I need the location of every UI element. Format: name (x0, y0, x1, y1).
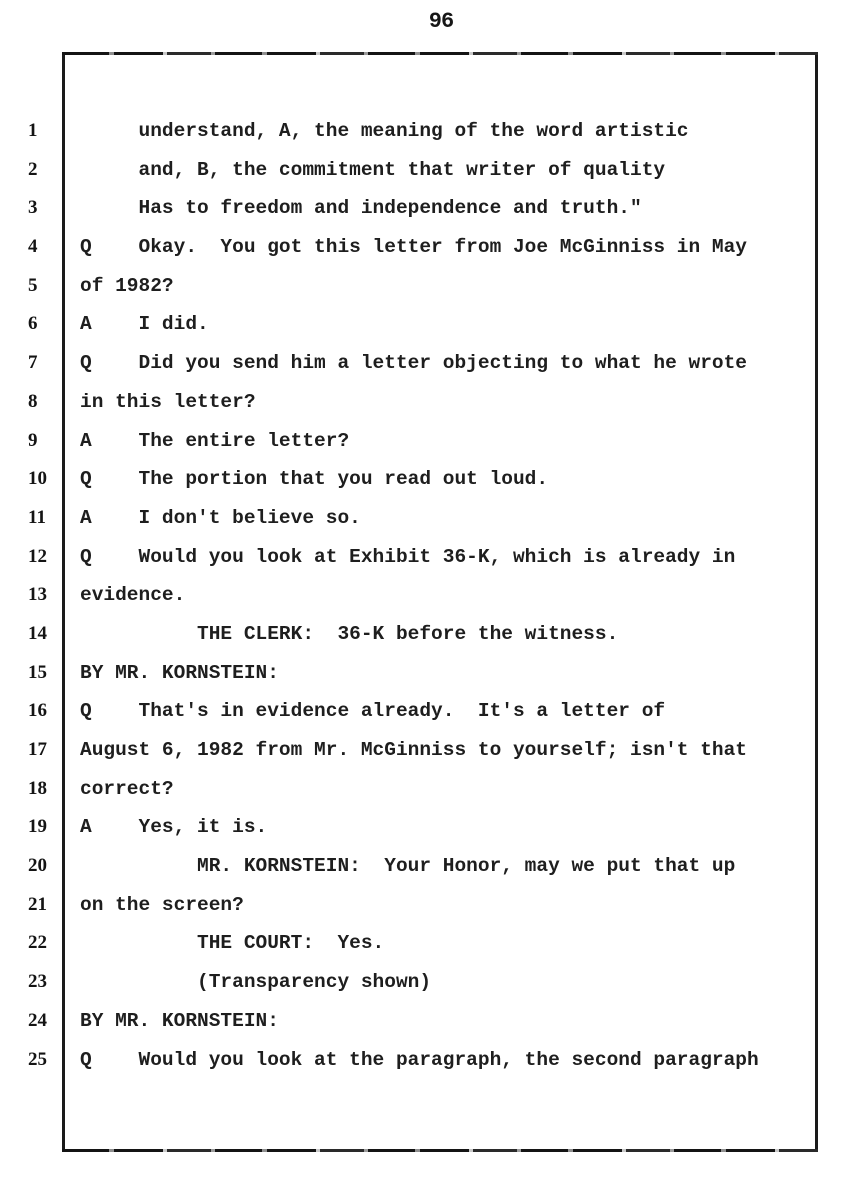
line-text: on the screen? (80, 893, 244, 916)
line-text: Q Would you look at the paragraph, the second paragraph (80, 1048, 759, 1071)
line-text: A The entire letter? (80, 429, 350, 452)
transcript-line (0, 1041, 860, 1080)
transcript-line (0, 344, 860, 383)
line-number: 24 (28, 1009, 47, 1031)
line-number: 9 (28, 429, 38, 451)
line-text: Q That's in evidence already. It's a letter of (80, 700, 666, 723)
line-text: A I don't believe so. (80, 506, 361, 529)
line-number: 16 (28, 700, 47, 722)
line-number: 1 (28, 120, 38, 141)
transcript-line (0, 151, 860, 190)
line-number: 20 (28, 855, 47, 877)
line-number: 14 (28, 622, 47, 644)
transcript-line (0, 808, 860, 847)
line-text: August 6, 1982 from Mr. McGinniss to yourself; isn't that (80, 739, 748, 761)
line-number: 11 (28, 506, 46, 528)
line-number: 10 (28, 468, 47, 490)
line-number: 8 (28, 390, 38, 412)
line-number: 22 (28, 932, 47, 954)
line-text: THE COURT: Yes. (80, 932, 385, 955)
line-text: Q Okay. You got this letter from Joe McGinniss in May (80, 236, 748, 259)
line-number: 17 (28, 739, 47, 760)
line-text: A I did. (80, 313, 209, 336)
transcript-line (0, 383, 860, 422)
line-number: 6 (28, 313, 38, 335)
line-number: 18 (28, 777, 47, 799)
line-text: evidence. (80, 584, 186, 607)
line-text: in this letter? (80, 390, 256, 413)
transcript-line (0, 886, 860, 925)
line-text: Q The portion that you read out loud. (80, 468, 549, 491)
transcript-line (0, 538, 860, 577)
line-number: 21 (28, 893, 47, 915)
page-border-bottom-rule (62, 1149, 818, 1152)
line-text: understand, A, the meaning of the word artistic (80, 120, 689, 142)
line-text: BY MR. KORNSTEIN: (80, 661, 279, 684)
line-text: Q Did you send him a letter objecting to what he wrote (80, 352, 748, 375)
line-text: MR. KORNSTEIN: Your Honor, may we put that up (80, 855, 736, 878)
line-number: 5 (28, 274, 38, 296)
line-number: 7 (28, 352, 38, 374)
line-number: 3 (28, 197, 38, 219)
transcript-line (0, 731, 860, 770)
transcript-line (0, 189, 860, 228)
transcript-line (0, 267, 860, 306)
line-number: 4 (28, 236, 38, 258)
transcript-line (0, 112, 860, 151)
transcript-line (0, 924, 860, 963)
transcript-line (0, 576, 860, 615)
transcript-line (0, 654, 860, 693)
line-number: 19 (28, 816, 47, 838)
line-number: 12 (28, 545, 47, 567)
transcript-line (0, 228, 860, 267)
line-text: of 1982? (80, 274, 174, 297)
line-text: (Transparency shown) (80, 971, 432, 994)
transcript-line (0, 692, 860, 731)
page-border-top-rule (62, 52, 818, 55)
transcript-line (0, 847, 860, 886)
line-number: 15 (28, 661, 47, 683)
transcript-line (0, 1002, 860, 1041)
transcript-line (0, 305, 860, 344)
line-number: 25 (28, 1048, 47, 1070)
line-text: and, B, the commitment that writer of quality (80, 158, 666, 181)
line-number: 23 (28, 971, 47, 993)
transcript-line (0, 615, 860, 654)
transcript-lines (0, 112, 860, 1079)
line-text: A Yes, it is. (80, 816, 268, 839)
line-text: THE CLERK: 36-K before the witness. (80, 622, 619, 645)
transcript-line (0, 963, 860, 1002)
line-text: correct? (80, 777, 174, 800)
line-number: 2 (28, 158, 38, 180)
transcript-line (0, 499, 860, 538)
transcript-line (0, 460, 860, 499)
transcript-line (0, 770, 860, 809)
line-text: Q Would you look at Exhibit 36-K, which is already in (80, 545, 736, 568)
line-number: 13 (28, 584, 47, 606)
line-text: Has to freedom and independence and truth." (80, 197, 642, 220)
page-number: 96 (428, 9, 454, 34)
transcript-line (0, 422, 860, 461)
line-text: BY MR. KORNSTEIN: (80, 1009, 279, 1032)
